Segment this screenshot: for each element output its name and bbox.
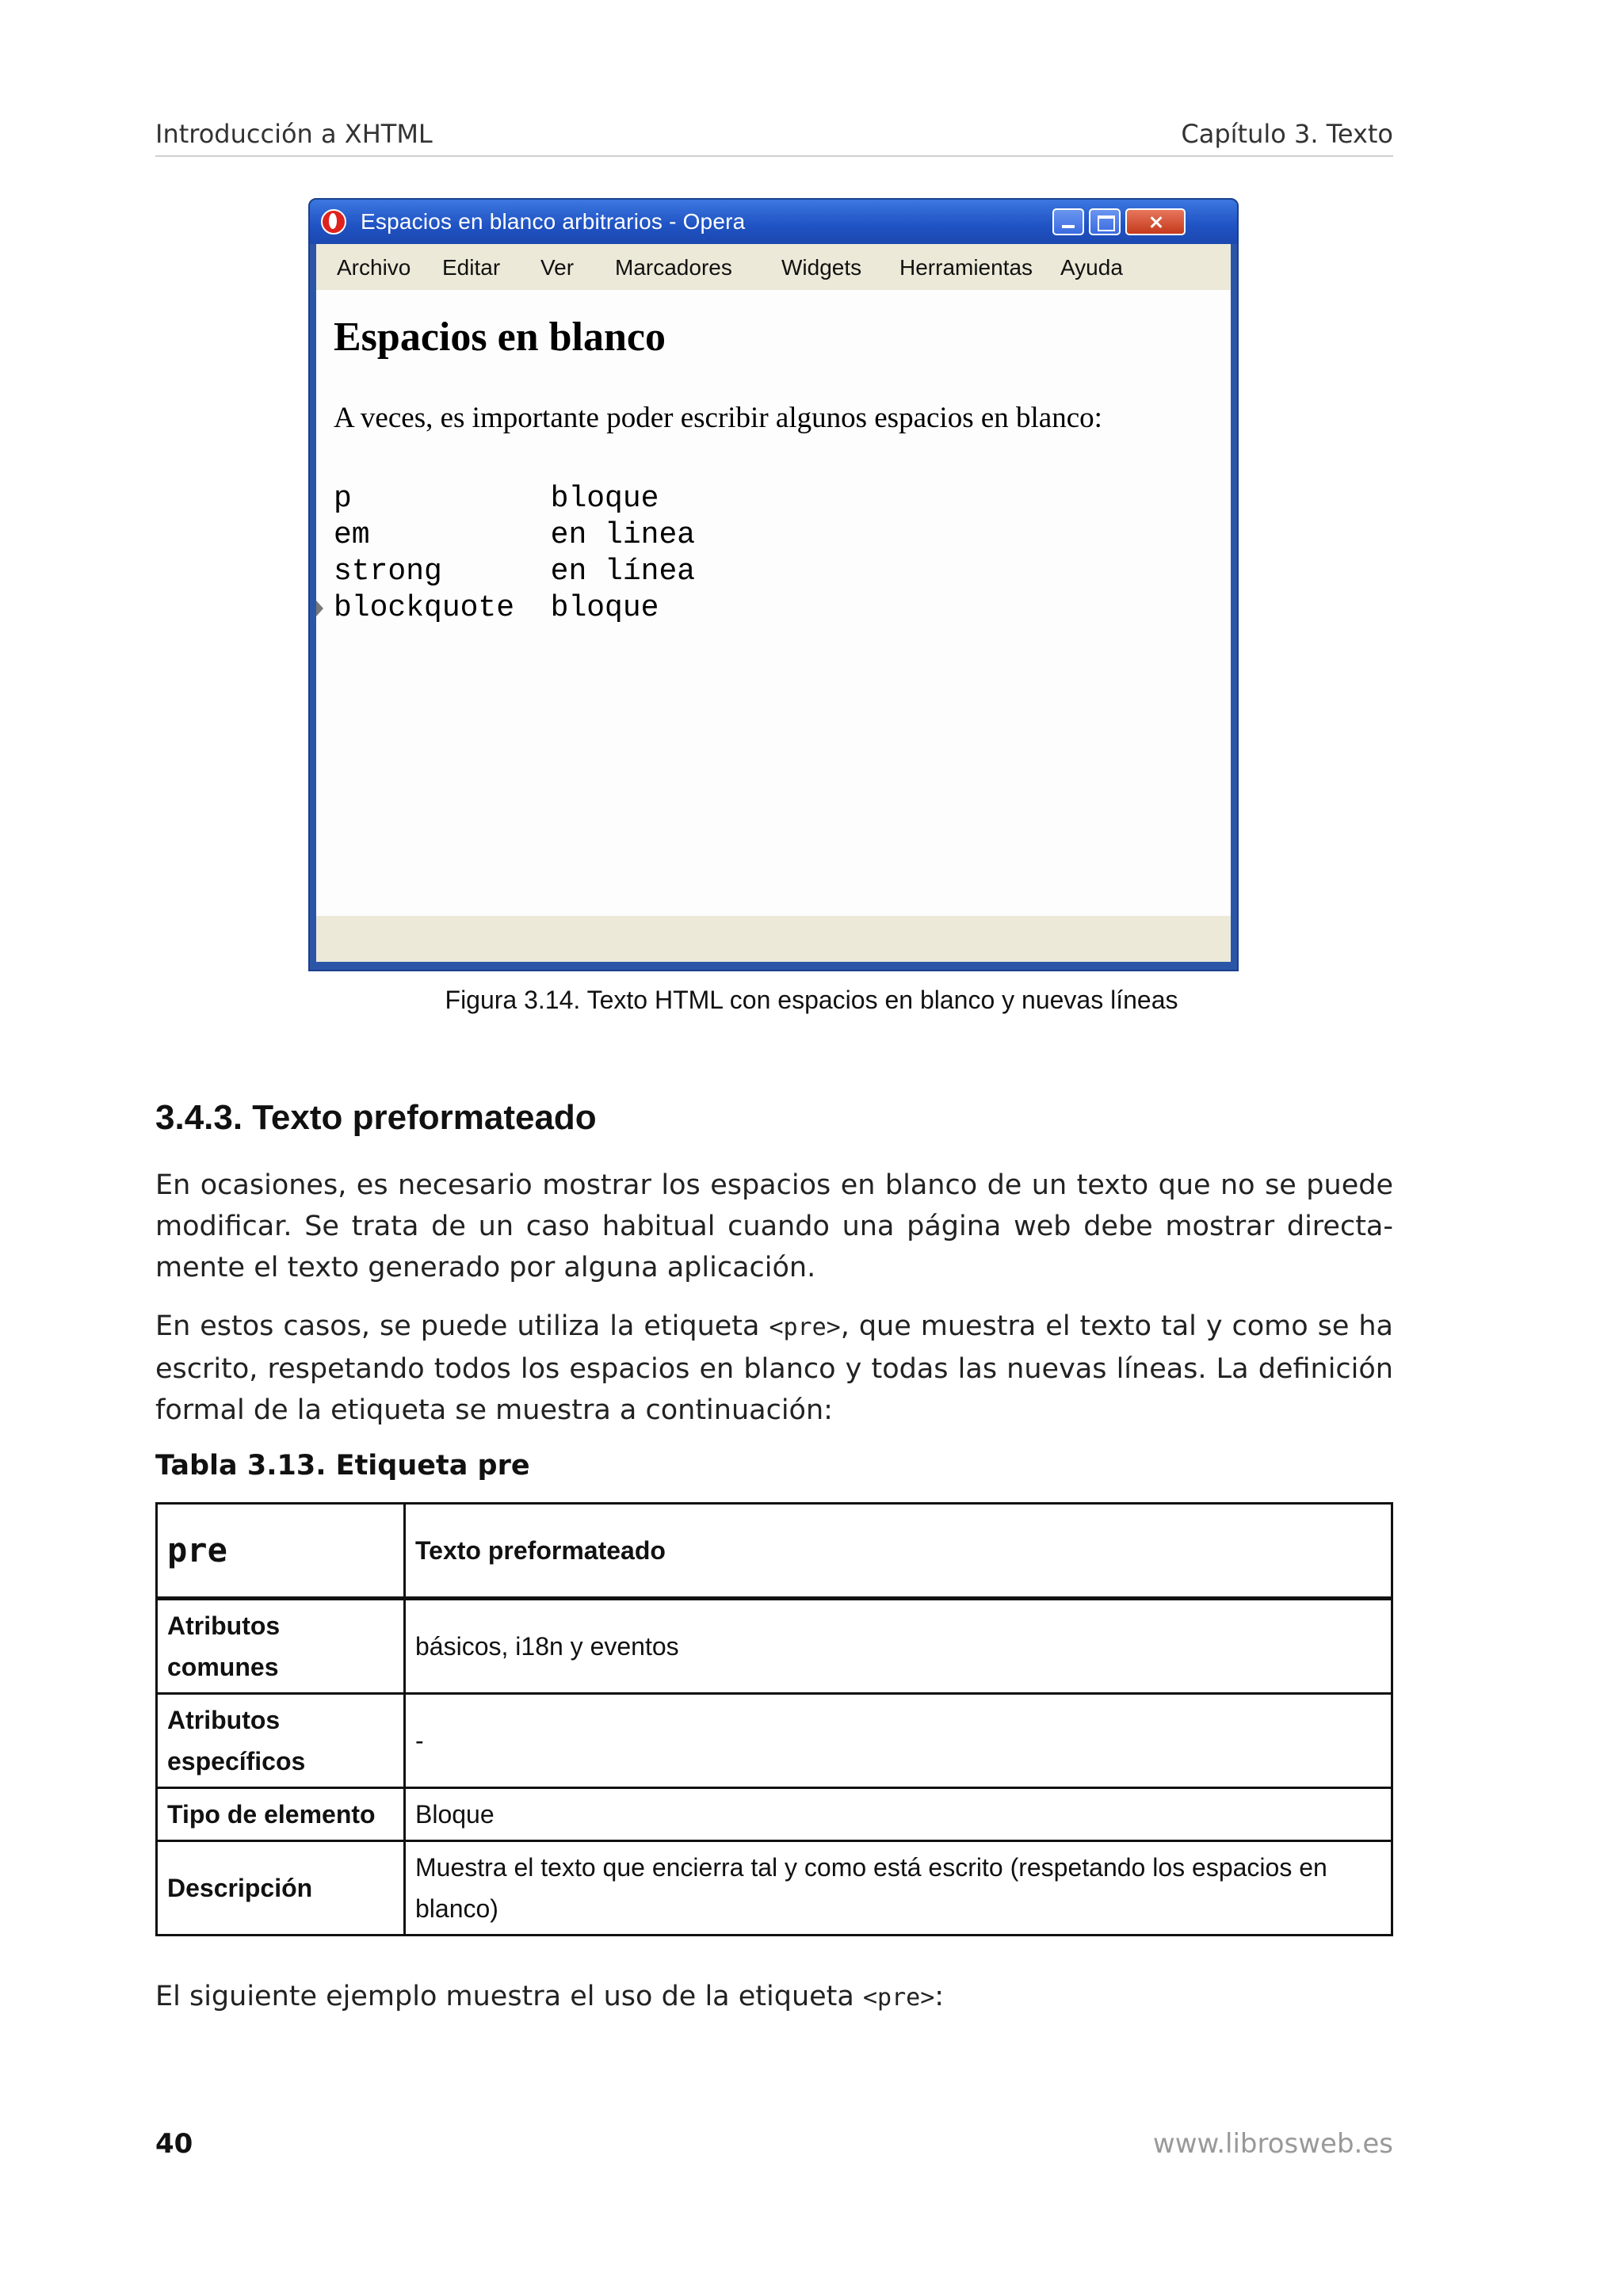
minimize-button[interactable]	[1052, 208, 1084, 235]
paragraph-2-text: , que muestra el texto tal y como se ha escrito, respetando todos los espacios en blanco y todas las nuevas líneas. La definición formal de la etiqueta se muestra a continuación:	[155, 1310, 1393, 1426]
inline-code: <pre>	[769, 1314, 841, 1341]
table-cell: Tipo de elemento	[157, 1788, 405, 1841]
table-cell: Descripción	[157, 1841, 405, 1936]
pre-line: blockquote bloque	[334, 591, 659, 625]
browser-screenshot	[308, 198, 1239, 971]
opera-logo-icon	[321, 209, 346, 235]
table-cell: pre	[157, 1504, 405, 1599]
paragraph-3-text: El siguiente ejemplo muestra el uso de la etiqueta	[155, 1981, 863, 2012]
menu-herramientas[interactable]: Herramientas	[899, 255, 1033, 280]
section-title: 3.4.3. Texto preformateado	[155, 1098, 597, 1137]
table-row	[157, 1599, 1392, 1694]
paragraph-1: En ocasiones, es necesario mostrar los espacios en blanco de un texto que no se puede modificar. Se trata de un caso habitual cuando una página web debe mostrar directa- mente el texto generado por alguna aplicación.	[155, 1169, 1393, 1283]
pre-line: strong en línea	[334, 555, 696, 589]
definition-table	[155, 1502, 1393, 1936]
browser-content	[316, 290, 1231, 916]
table-cell: Atributos comunes	[157, 1599, 405, 1694]
menu-editar[interactable]: Editar	[442, 255, 501, 280]
menu-ayuda[interactable]: Ayuda	[1060, 255, 1123, 280]
pre-line: p bloque	[334, 482, 659, 516]
pre-line: em en linea	[334, 518, 696, 552]
paragraph-2	[155, 1306, 1393, 1431]
demo-heading: Espacios en blanco	[334, 315, 666, 360]
table-row	[157, 1788, 1392, 1841]
figure-caption: Figura 3.14. Texto HTML con espacios en blanco y nuevas líneas	[445, 986, 1178, 1014]
window-title: Espacios en blanco arbitrarios - Opera	[361, 209, 746, 234]
menu-ver[interactable]: Ver	[540, 255, 575, 280]
site-url: www.librosweb.es	[1152, 2128, 1393, 2160]
paragraph-2-text: En estos casos, se puede utiliza la etiqueta	[155, 1310, 769, 1342]
menu-bar	[316, 244, 1231, 290]
table-title: Tabla 3.13. Etiqueta pre	[155, 1450, 530, 1482]
text-cursor-marker-icon	[316, 601, 323, 616]
status-bar	[316, 916, 1231, 962]
table-cell: -	[405, 1694, 1392, 1788]
maximize-button[interactable]	[1089, 208, 1121, 235]
menu-archivo[interactable]: Archivo	[337, 255, 411, 280]
demo-paragraph: A veces, es importante poder escribir algunos espacios en blanco:	[334, 402, 1102, 434]
paragraph-3-text: :	[934, 1981, 945, 2012]
table-cell: básicos, i18n y eventos	[405, 1599, 1392, 1694]
page-number: 40	[155, 2128, 193, 2160]
menu-widgets[interactable]: Widgets	[781, 255, 862, 280]
table-cell: Texto preformateado	[405, 1504, 1392, 1599]
table-cell: Bloque	[405, 1788, 1392, 1841]
table-cell: Muestra el texto que encierra tal y como está escrito (respetando los espacios en blanco)	[405, 1841, 1392, 1936]
page-header	[155, 119, 1393, 157]
inline-code: <pre>	[862, 1984, 935, 2012]
paragraph-3	[155, 1976, 1393, 2019]
table-row	[157, 1841, 1392, 1936]
table-cell: Atributos específicos	[157, 1694, 405, 1788]
chapter-title: Capítulo 3. Texto	[1181, 119, 1393, 149]
close-button[interactable]	[1125, 208, 1186, 235]
window-titlebar	[310, 200, 1237, 244]
menu-marcadores[interactable]: Marcadores	[615, 255, 732, 280]
table-row	[157, 1694, 1392, 1788]
book-title: Introducción a XHTML	[155, 119, 433, 149]
table-header-row	[157, 1504, 1392, 1599]
